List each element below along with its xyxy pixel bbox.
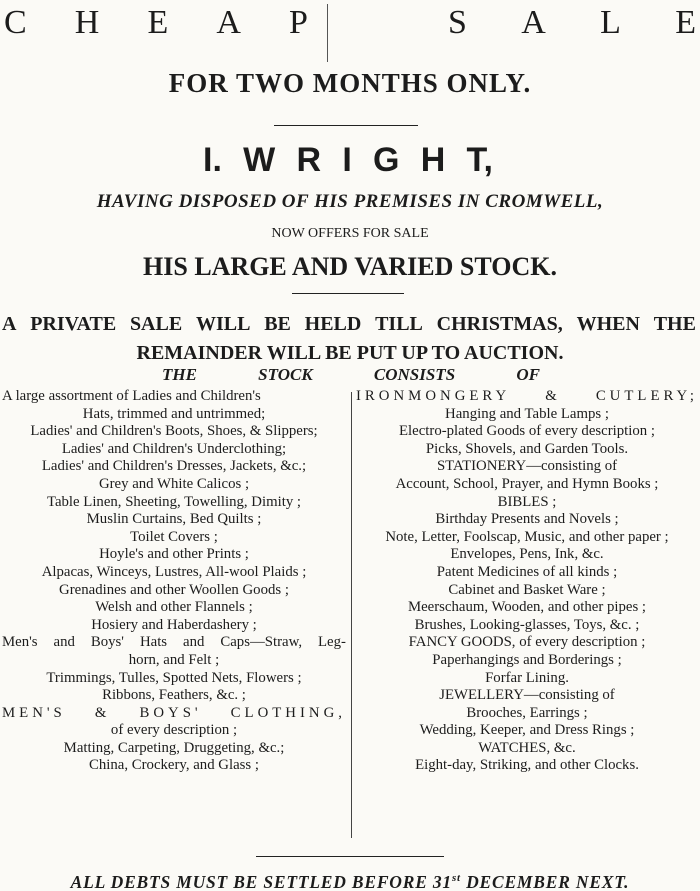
stock-item-line	[356, 634, 698, 652]
stock-heading-word: CONSISTS	[373, 365, 456, 384]
stock-item-line	[356, 441, 698, 459]
stock-item-line	[2, 757, 346, 775]
stock-item-text: Brushes, Looking-glasses, Toys, &c. ;	[414, 616, 640, 633]
stock-item-text: Alpacas, Winceys, Lustres, All-wool Plaids ;	[41, 563, 307, 580]
stock-item-line	[2, 634, 346, 652]
heading-letter: H	[74, 4, 100, 41]
stock-item-line	[356, 511, 698, 529]
merchant-notice: HAVING DISPOSED OF HIS PREMISES IN CROMWELL,	[96, 191, 604, 212]
heading-sale	[448, 4, 696, 42]
stock-item-text: Grenadines and other Woollen Goods ;	[59, 581, 289, 598]
stock-item-line	[356, 476, 698, 494]
stock-heading-word: THE	[162, 365, 197, 384]
merchant-name-letter: H	[420, 141, 446, 179]
stock-item-text: of every description ;	[110, 722, 238, 739]
stock-item-line	[2, 546, 346, 564]
stock-heading-word: STOCK	[258, 365, 313, 384]
stock-item-text: Welsh and other Flannels ;	[95, 599, 253, 616]
heading-letter: S	[448, 4, 467, 41]
heading-letter: L	[600, 4, 621, 41]
stock-item-line	[2, 529, 346, 547]
private-sale-line1	[2, 311, 696, 337]
stock-item-line	[2, 564, 346, 582]
merchant-name-letter: R	[296, 141, 322, 179]
stock-item-text: Birthday Presents and Novels ;	[435, 511, 619, 528]
private-sale-word: SALE	[129, 313, 183, 335]
divider-rule-mid	[292, 293, 404, 294]
stock-item-text: Toilet Covers ;	[130, 528, 218, 545]
stock-item-line	[2, 582, 346, 600]
stock-item-text: Hanging and Table Lamps ;	[445, 405, 609, 422]
stock-item-text: Eight-day, Striking, and other Clocks.	[415, 757, 639, 774]
private-sale-word: PRIVATE	[30, 313, 117, 335]
stock-item-line	[356, 705, 698, 723]
stock-item-line	[356, 494, 698, 512]
stock-item-line	[356, 740, 698, 758]
stock-item-text: Wedding, Keeper, and Dress Rings ;	[419, 722, 635, 739]
stock-item-line	[2, 740, 346, 758]
footer-notice	[0, 866, 700, 891]
stock-item-text: Electro-plated Goods of every description ;	[399, 423, 655, 440]
stock-item-text: Hats, trimmed and untrimmed;	[82, 405, 266, 422]
stock-item-line	[2, 722, 346, 740]
heading-divider	[327, 4, 328, 62]
heading-letter: A	[216, 4, 241, 41]
stock-item-text: JEWELLERY—consisting of	[439, 687, 615, 704]
private-sale-word: WILL	[195, 313, 251, 335]
stock-item-text: Ribbons, Feathers, &c. ;	[102, 687, 246, 704]
stock-item-text: Hoyle's and other Prints ;	[99, 546, 249, 563]
stock-item-text: Forfar Lining.	[485, 669, 569, 686]
stock-item-line	[356, 423, 698, 441]
stock-item-text: BIBLES ;	[497, 493, 557, 510]
stock-item-line	[2, 670, 346, 688]
stock-item-text: and	[183, 634, 205, 651]
footer-text: ALL DEBTS MUST BE SETTLED BEFORE 31	[70, 871, 452, 891]
stock-item-text: STATIONERY—consisting of	[436, 458, 618, 475]
stock-item-line	[356, 406, 698, 424]
right-column	[356, 388, 698, 775]
stock-line: HIS LARGE AND VARIED STOCK.	[143, 252, 557, 281]
stock-item-text: A large assortment of Ladies and Children's	[2, 388, 261, 404]
heading-letter: E	[147, 4, 169, 41]
stock-item-text: Leg-	[318, 634, 346, 651]
merchant-name-letter: W	[243, 141, 276, 179]
stock-item-text: BOYS'	[139, 704, 202, 721]
stock-item-text: Muslin Curtains, Bed Quilts ;	[86, 511, 262, 528]
stock-item-text: Trimmings, Tulles, Spotted Nets, Flowers ;	[46, 669, 302, 686]
private-sale-word: WHEN	[576, 313, 640, 335]
stock-item-text: &	[545, 388, 561, 404]
stock-item-line	[2, 705, 346, 723]
stock-item-text: Brooches, Earrings ;	[466, 704, 588, 721]
stock-item-line	[2, 687, 346, 705]
heading-letter: A	[521, 4, 546, 41]
stock-heading-word: OF	[516, 365, 540, 384]
stock-item-text: Grey and White Calicos ;	[98, 475, 250, 492]
stock-item-text: Account, School, Prayer, and Hymn Books ;	[395, 475, 659, 492]
stock-item-text: Hats	[139, 634, 168, 651]
stock-item-line	[2, 441, 346, 459]
private-sale-line2: REMAINDER WILL BE PUT UP TO AUCTION.	[136, 342, 564, 364]
subheading: FOR TWO MONTHS ONLY.	[168, 68, 532, 98]
stock-item-line	[2, 617, 346, 635]
merchant-name-letter: G	[373, 141, 400, 179]
footer-superscript: st	[451, 872, 461, 884]
stock-item-text: Envelopes, Pens, Ink, &c.	[450, 546, 604, 563]
stock-item-line	[2, 652, 346, 670]
stock-item-line	[356, 757, 698, 775]
heading-letter: C	[4, 4, 27, 41]
stock-item-line	[2, 423, 346, 441]
stock-item-text: Meerschaum, Wooden, and other pipes ;	[407, 599, 647, 616]
stock-item-text: CLOTHING,	[230, 704, 346, 721]
offer-line: NOW OFFERS FOR SALE	[271, 226, 429, 241]
stock-item-line	[2, 388, 346, 406]
private-sale-word: A	[2, 313, 17, 335]
stock-item-text: Cabinet and Basket Ware ;	[448, 581, 606, 598]
stock-item-text: Ladies' and Children's Boots, Shoes, & Slippers;	[30, 423, 318, 440]
stock-item-text: Boys'	[90, 634, 124, 651]
stock-item-text: and	[53, 634, 75, 651]
stock-item-line	[2, 494, 346, 512]
heading-letter: E	[675, 4, 696, 41]
stock-item-text: Men's	[2, 634, 38, 651]
stock-item-line	[356, 599, 698, 617]
merchant-name-letter: I.	[203, 141, 222, 179]
stock-item-line	[356, 652, 698, 670]
private-sale-word: HELD	[304, 313, 362, 335]
stock-item-text: &	[94, 704, 111, 721]
stock-item-text: Ladies' and Children's Underclothing;	[61, 440, 287, 457]
stock-item-line	[2, 511, 346, 529]
merchant-name	[203, 140, 493, 180]
divider-rule-top	[274, 125, 418, 126]
stock-item-text: Note, Letter, Foolscap, Music, and other paper ;	[385, 528, 669, 545]
stock-item-text: Matting, Carpeting, Druggeting, &c.;	[63, 739, 285, 756]
stock-item-line	[2, 476, 346, 494]
stock-item-line	[356, 582, 698, 600]
stock-item-text: IRONMONGERY	[356, 388, 511, 404]
stock-item-line	[356, 687, 698, 705]
footer-text-end: DECEMBER NEXT.	[460, 871, 630, 891]
merchant-name-letter: I	[342, 141, 352, 179]
stock-item-text: WATCHES, &c.	[478, 739, 576, 756]
stock-item-line	[356, 564, 698, 582]
stock-item-text: Patent Medicines of all kinds ;	[436, 563, 618, 580]
stock-item-line	[356, 529, 698, 547]
stock-item-text: MEN'S	[2, 704, 66, 721]
stock-item-line	[2, 458, 346, 476]
private-sale-word: TILL	[375, 313, 423, 335]
stock-item-text: Hosiery and Haberdashery ;	[91, 616, 257, 633]
private-sale-word: BE	[264, 313, 291, 335]
stock-item-line	[2, 406, 346, 424]
stock-item-line	[356, 722, 698, 740]
stock-item-line	[356, 458, 698, 476]
private-sale-word: THE	[653, 313, 696, 335]
stock-item-line	[356, 670, 698, 688]
left-column	[2, 388, 346, 775]
heading-cheap	[4, 4, 308, 42]
stock-item-line	[356, 617, 698, 635]
stock-item-text: FANCY GOODS, of every description ;	[408, 634, 646, 651]
stock-item-line	[356, 388, 698, 406]
private-sale-word: CHRISTMAS,	[436, 313, 563, 335]
stock-item-text: Ladies' and Children's Dresses, Jackets, &c.;	[41, 458, 307, 475]
stock-item-text: CUTLERY;	[595, 388, 698, 404]
stock-item-line	[2, 599, 346, 617]
stock-item-text: Paperhangings and Borderings ;	[432, 651, 622, 668]
stock-item-text: Caps—Straw,	[220, 634, 303, 651]
stock-item-text: Picks, Shovels, and Garden Tools.	[425, 440, 629, 457]
heading-letter: P	[289, 4, 308, 41]
stock-heading	[162, 364, 540, 386]
stock-item-text: horn, and Felt ;	[128, 651, 220, 668]
stock-item-text: Table Linen, Sheeting, Towelling, Dimity ;	[46, 493, 302, 510]
stock-item-text: China, Crockery, and Glass ;	[89, 757, 259, 774]
stock-item-line	[356, 546, 698, 564]
column-divider	[351, 392, 352, 838]
merchant-name-letter: T,	[466, 141, 493, 179]
divider-rule-bottom	[256, 856, 444, 857]
